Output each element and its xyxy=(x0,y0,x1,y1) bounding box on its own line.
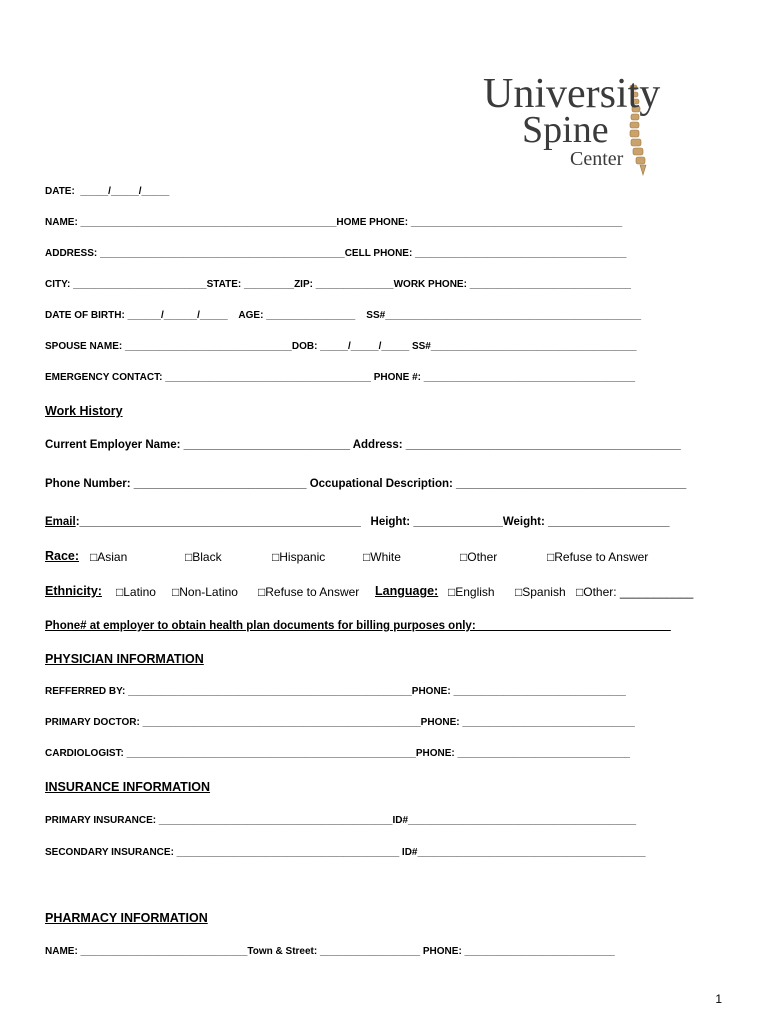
spouse-field[interactable]: SPOUSE NAME: ______________________________DOB: _____/_____/_____ SS#_____________________________________ xyxy=(45,341,637,352)
insurance-heading: INSURANCE INFORMATION xyxy=(45,780,211,794)
employer-billing-phone-field[interactable]: Phone# at employer to obtain health plan documents for billing purposes only: ______________________________ xyxy=(45,620,671,632)
employer-address-field[interactable]: Current Employer Name: __________________________ Address: ___________________________________________ xyxy=(45,439,681,451)
primary-insurance-field[interactable]: PRIMARY INSURANCE: __________________________________________ID#_________________________________________ xyxy=(45,815,637,826)
name-home-phone-field[interactable]: NAME: ______________________________________________HOME PHONE: ______________________________________ xyxy=(45,217,623,228)
ethnicity-label: Ethnicity: xyxy=(45,584,102,598)
language-option-other[interactable]: □Other: ___________ xyxy=(576,585,694,599)
physician-heading: PHYSICIAN INFORMATION xyxy=(45,652,204,666)
logo-word-spine: Spine xyxy=(522,109,609,151)
race-label: Race: xyxy=(45,549,80,563)
work-history-heading: Work History xyxy=(45,404,123,418)
language-option-spanish[interactable]: □Spanish xyxy=(515,585,566,599)
date-field[interactable]: DATE: _____/_____/_____ xyxy=(45,186,170,197)
phone-occupation-field[interactable]: Phone Number: ___________________________ Occupational Description: ____________________________________ xyxy=(45,478,687,490)
emergency-contact-field[interactable]: EMERGENCY CONTACT: _____________________________________ PHONE #: ______________________________________ xyxy=(45,372,636,383)
secondary-insurance-field[interactable]: SECONDARY INSURANCE: ________________________________________ ID#_________________________________________ xyxy=(45,847,646,858)
race-option-asian[interactable]: □Asian xyxy=(90,550,128,564)
page-number: 1 xyxy=(715,992,722,1006)
language-option-english[interactable]: □English xyxy=(448,585,495,599)
ethnicity-option-non-latino[interactable]: □Non-Latino xyxy=(172,585,238,599)
city-state-zip-work-phone-field[interactable]: CITY: ________________________STATE: _________ZIP: ______________WORK PHONE: _____________________________ xyxy=(45,279,631,290)
pharmacy-heading: PHARMACY INFORMATION xyxy=(45,911,208,925)
race-option-black[interactable]: □Black xyxy=(185,550,222,564)
language-label: Language: xyxy=(375,584,439,598)
referred-by-field[interactable]: REFFERRED BY: ___________________________________________________PHONE: _______________________________ xyxy=(45,686,626,697)
logo-word-university: University xyxy=(483,71,661,117)
university-spine-center-logo xyxy=(480,65,690,180)
race-option-other[interactable]: □Other xyxy=(460,550,498,564)
email-height-weight-field[interactable] xyxy=(45,516,670,528)
dob-age-ss-field[interactable]: DATE OF BIRTH: ______/______/_____ AGE: ________________ SS#______________________________________________ xyxy=(45,310,642,321)
primary-doctor-field[interactable]: PRIMARY DOCTOR: __________________________________________________PHONE: _______________________________ xyxy=(45,717,635,728)
address-cell-phone-field[interactable]: ADDRESS: ____________________________________________CELL PHONE: ______________________________________ xyxy=(45,248,627,259)
race-option-hispanic[interactable]: □Hispanic xyxy=(272,550,326,564)
race-option-refuse[interactable]: □Refuse to Answer xyxy=(547,550,649,564)
cardiologist-field[interactable]: CARDIOLOGIST: ____________________________________________________PHONE: _______________________________ xyxy=(45,748,630,759)
pharmacy-name-field[interactable]: NAME: ______________________________Town & Street: __________________ PHONE: ___________________________ xyxy=(45,946,615,957)
logo-word-center: Center xyxy=(570,148,624,170)
race-option-white[interactable]: □White xyxy=(363,550,401,564)
email-height-weight-blanks: :____________________________________________ Height: ______________Weight: ___________________ xyxy=(75,516,670,528)
email-label: Email xyxy=(45,516,76,528)
ethnicity-option-latino[interactable]: □Latino xyxy=(116,585,156,599)
ethnicity-option-refuse[interactable]: □Refuse to Answer xyxy=(258,585,360,599)
